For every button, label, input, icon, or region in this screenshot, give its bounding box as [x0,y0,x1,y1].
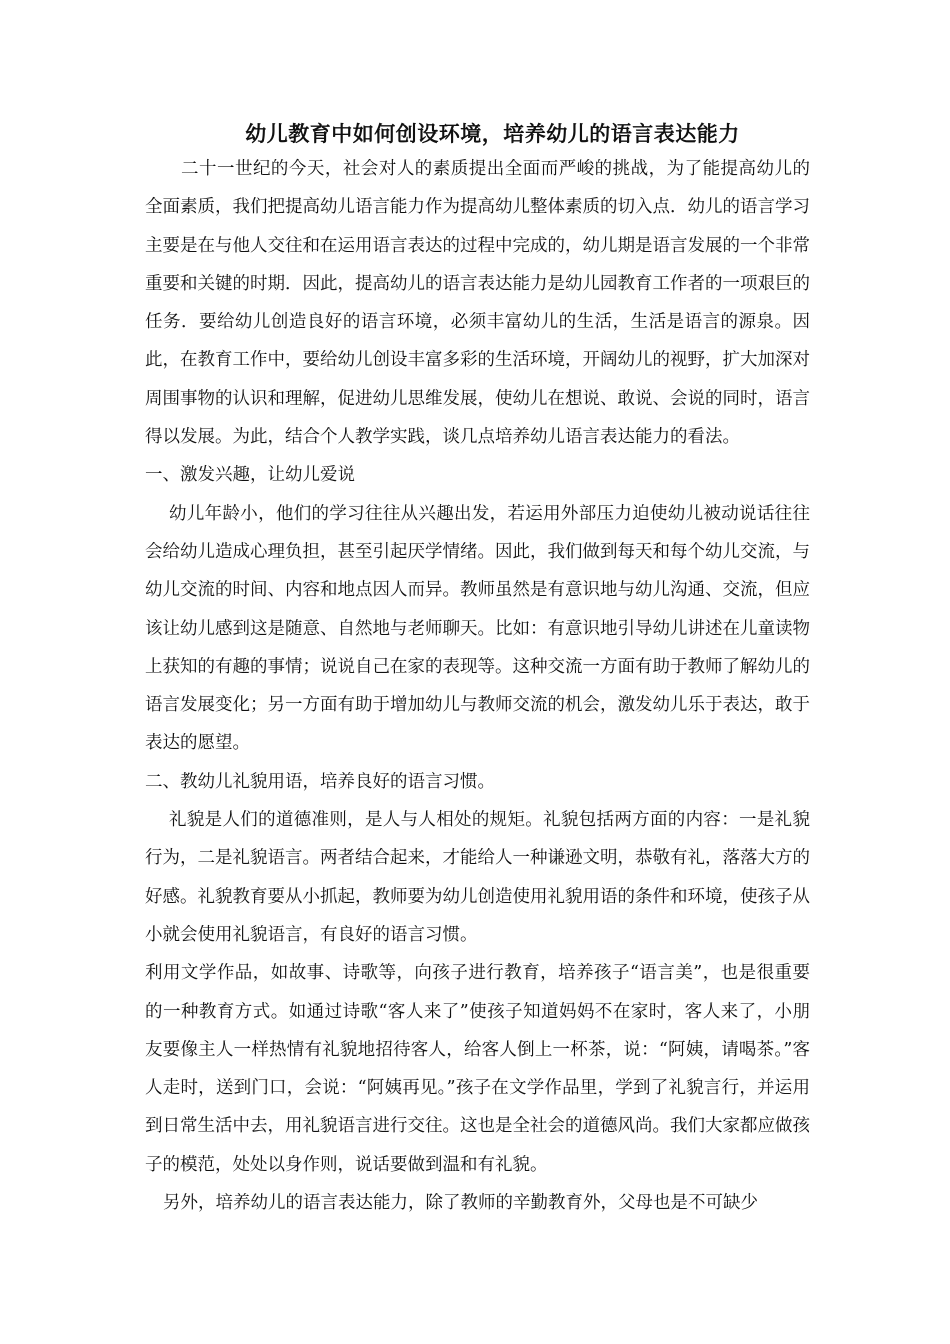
section-2-paragraph-3: 另外，培养幼儿的语言表达能力，除了教师的辛勤教育外，父母也是不可缺少 [163,1193,758,1214]
document-title: 幼儿教育中如何创设环境，培养幼儿的语言表达能力 [245,121,740,146]
section-2-heading: 二、教幼儿礼貌用语，培养良好的语言习惯。 [145,771,495,792]
section-1-paragraph: 幼儿年龄小，他们的学习往往从兴趣出发，若运用外部压力迫使幼儿被动说话往往会给幼儿造成心理负担，甚至引起厌学情绪。因此，我们做到每天和每个幼儿交流，与幼儿交流的时间、内容和地点因人而异。教师虽然是有意识地与幼儿沟通、交流，但应该让幼儿感到这是随意、自然地与老师聊天。比如：有意识地引导幼儿讲述在儿童读物上获知的有趣的事情；说说自己在家的表现等。这种交流一方面有助于教师了解幼儿的语言发展变化；另一方面有助于增加幼儿与教师交流的机会，激发幼儿乐于表达，敢于表达的愿望。 [145,503,810,754]
section-1-heading: 一、激发兴趣，让幼儿爱说 [145,465,355,486]
document-page [145,118,810,1222]
intro-paragraph: 二十一世纪的今天，社会对人的素质提出全面而严峻的挑战，为了能提高幼儿的全面素质，我们把提高幼儿语言能力作为提高幼儿整体素质的切入点．幼儿的语言学习主要是在与他人交往和在运用语言表达的过程中完成的，幼儿期是语言发展的一个非常重要和关键的时期．因此，提高幼儿的语言表达能力是幼儿园教育工作者的一项艰巨的任务．要给幼儿创造良好的语言环境，必须丰富幼儿的生活，生活是语言的源泉。因此，在教育工作中，要给幼儿创设丰富多彩的生活环境，开阔幼儿的视野，扩大加深对周围事物的认识和理解，促进幼儿思维发展，使幼儿在想说、敢说、会说的同时，语言得以发展。为此，结合个人教学实践，谈几点培养幼儿语言表达能力的看法。 [145,159,810,448]
section-2-paragraph-2: 利用文学作品，如故事、诗歌等，向孩子进行教育，培养孩子“语言美”，也是很重要的一种教育方式。如通过诗歌“客人来了”使孩子知道妈妈不在家时，客人来了，小朋友要像主人一样热情有礼貌地招待客人，给客人倒上一杯茶，说：“阿姨，请喝茶。”客人走时，送到门口，会说：“阿姨再见。”孩子在文学作品里，学到了礼貌言行，并运用到日常生活中去，用礼貌语言进行交往。这也是全社会的道德风尚。我们大家都应做孩子的模范，处处以身作则，说话要做到温和有礼貌。 [145,963,810,1175]
section-2-paragraph: 礼貌是人们的道德准则，是人与人相处的规矩。礼貌包括两方面的内容：一是礼貌行为，二是礼貌语言。两者结合起来，才能给人一种谦逊文明，恭敬有礼，落落大方的好感。礼貌教育要从小抓起，教师要为幼儿创造使用礼貌用语的条件和环境，使孩子从小就会使用礼貌语言，有良好的语言习惯。 [145,810,810,945]
